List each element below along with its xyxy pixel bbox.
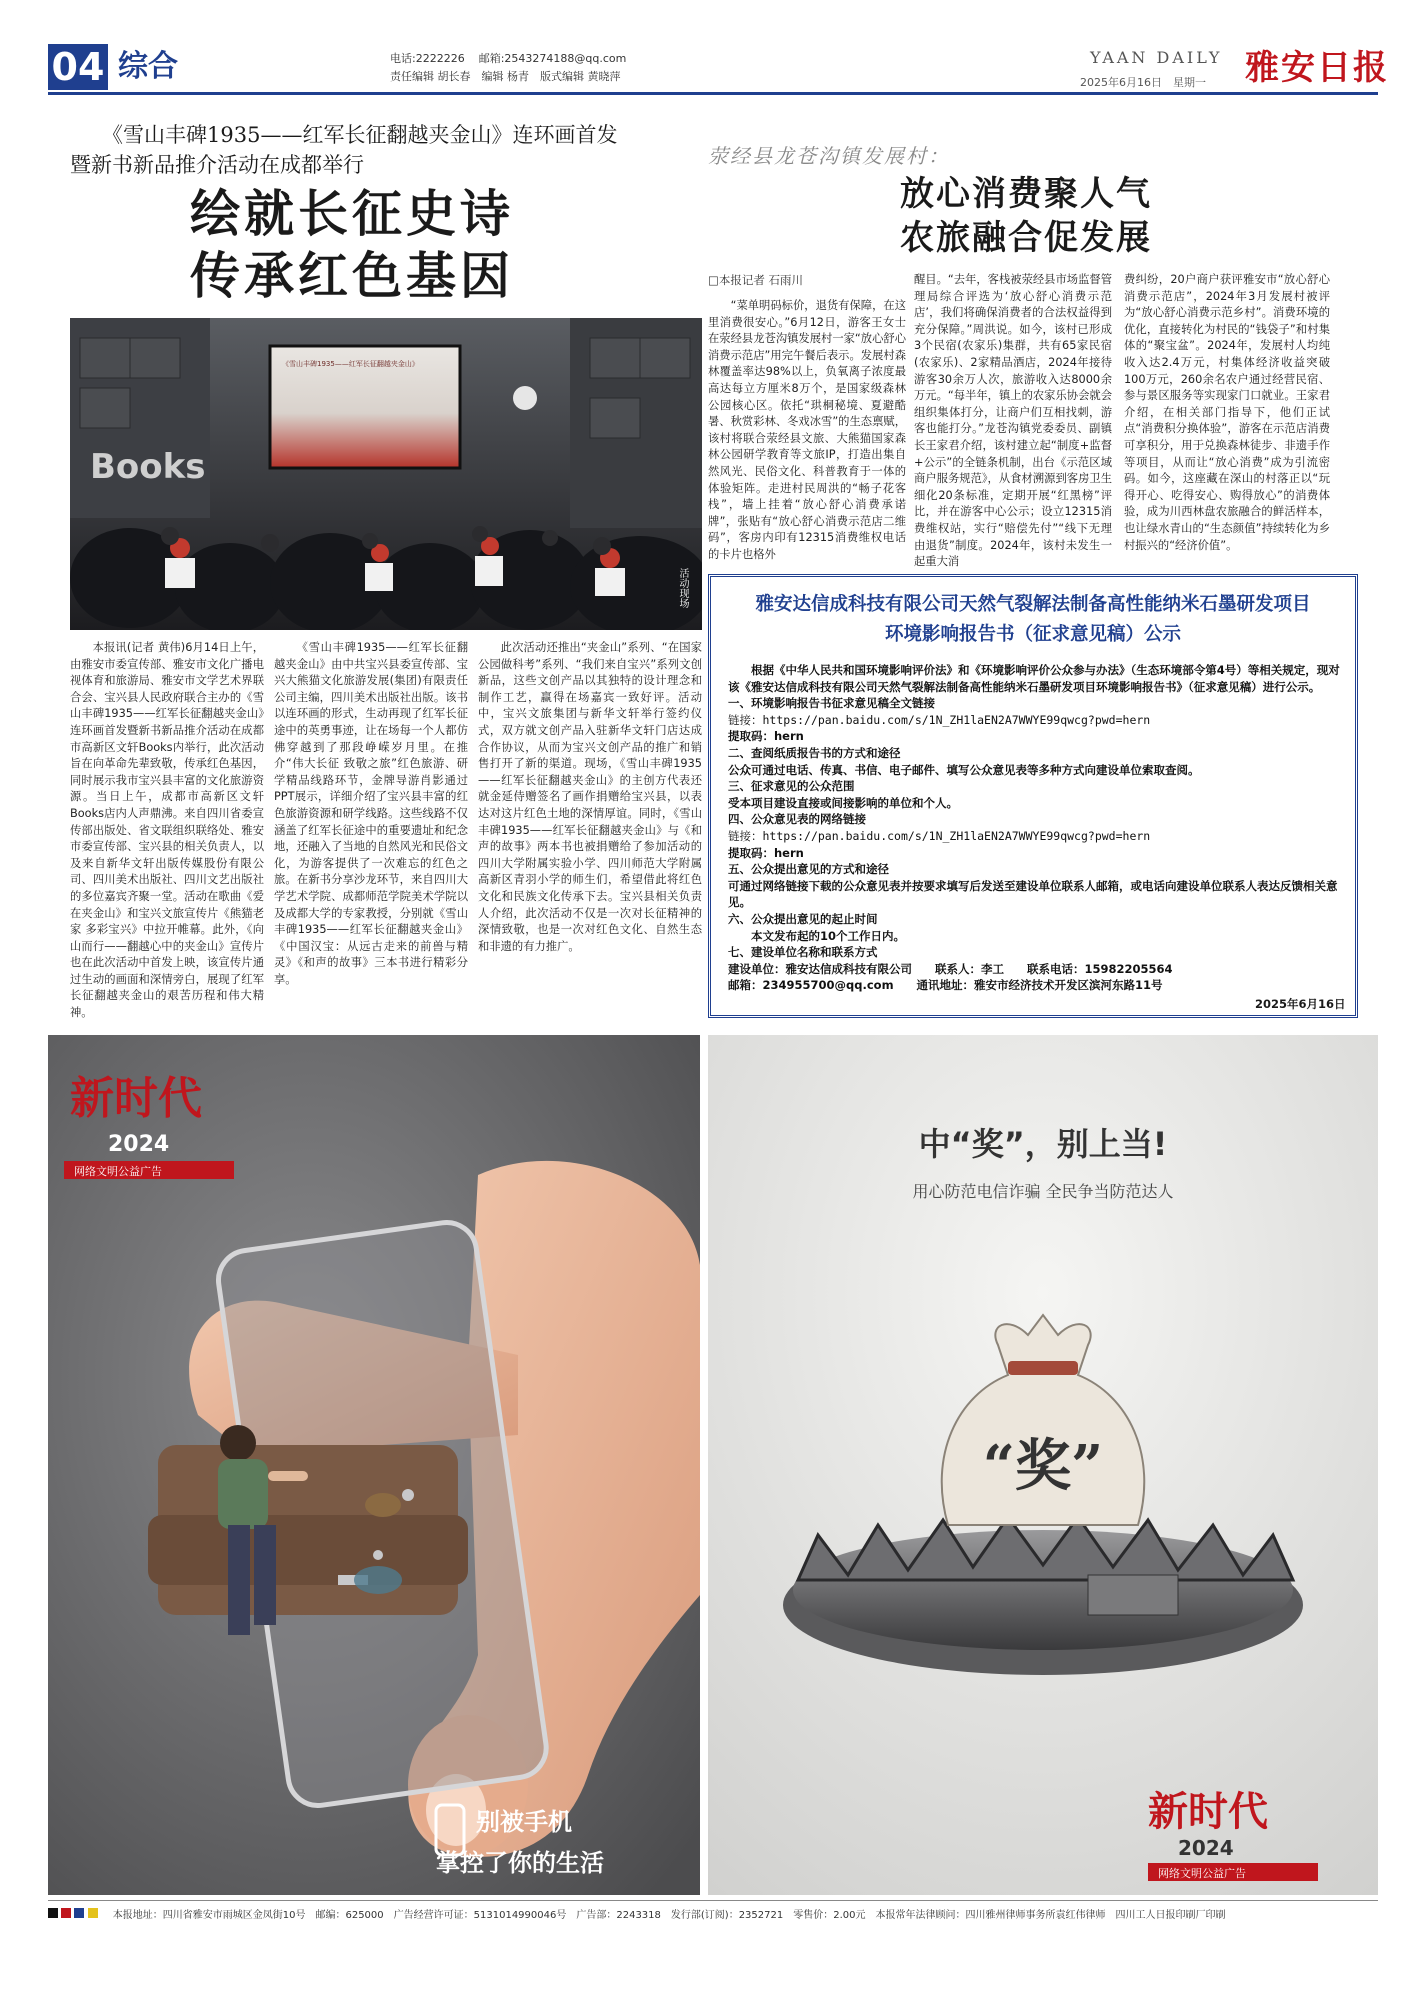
notice-body	[728, 662, 1343, 994]
notice-link[interactable]: 链接：https://pan.baidu.com/s/1N_ZH1laEN2A7WWYE99qwcg?pwd=hern	[728, 712, 1151, 727]
page-footer	[48, 1904, 1378, 1928]
footer-text: 本报地址：四川省雅安市雨城区金凤街10号 邮编：625000 广告经营许可证：5131014990046号 广告部：2243318 发行部(订阅)：2352721 零售价：2.00元 本报常年法律顾问：四川雅州律师事务所袁红伟律师 四川工人日报印刷厂印刷	[112, 1910, 1226, 1921]
notice-contact: 建设单位：雅安达信成科技有限公司 联系人：李工 联系电话：15982205564	[728, 961, 1173, 976]
notice-text: 可通过网络链接下载的公众意见表并按要求填写后发送至建设单位联系人邮箱，或电话向建设单位联系人表达反馈相关意见。	[728, 878, 1338, 910]
footer-rule	[48, 1900, 1378, 1901]
ad-headline: 中“奖”，别上当!	[918, 1125, 1168, 1163]
notice-section-heading: 五、公众提出意见的方式和途径	[728, 862, 889, 877]
svg-text:Books: Books	[90, 447, 206, 487]
event-photo	[70, 318, 702, 630]
slogan-line-1: 别被手机	[476, 1808, 572, 1836]
article-headline	[900, 172, 1260, 260]
article-paragraph: “菜单明码标价，退货有保障，在这里消费很安心。”6月12日，游客王女士在荥经县龙苍沟镇发展村一家“放心舒心消费示范店”用完午餐后表示。发展村森林覆盖率达98%以上，负氧离子浓度最高达每立方厘米8万个，是国家级森林公园核心区。依托“珙桐秘境、夏避酷暑、秋赏彩林、冬戏冰雪”的生态禀赋，该村将联合荥经县文旅、大熊猫国家森林公园研学教育等文旅IP，打造出集自然风光、民俗文化、科普教育于一体的体验矩阵。走进村民周洪的“畅子花客栈”，墙上挂着“放心舒心消费承诺牌”，张贴有“放心舒心消费示范店二维码”，客房内印有12315消费维权电话的卡片也格外	[708, 299, 906, 561]
notice-address: 邮箱：234955700@qq.com 通讯地址：雅安市经济技术开发区滨河东路11号	[728, 978, 1163, 993]
screen-text: 《雪山丰碑1935——红军长征翻越夹金山》	[282, 360, 419, 368]
headline-line-2: 农旅融合促发展	[900, 218, 1152, 258]
headline-line-2: 传承红色基因	[190, 246, 514, 305]
notice-section-heading: 一、环境影响报告书征求意见稿全文链接	[728, 696, 935, 711]
article-column-2	[914, 272, 1112, 571]
notice-section-heading: 七、建设单位名称和联系方式	[728, 945, 878, 960]
notice-title-line-2: 环境影响报告书（征求意见稿）公示	[884, 624, 1181, 645]
pretitle-line-2: 暨新书新品推介活动在成都举行	[70, 153, 364, 177]
registration-mark	[74, 1908, 84, 1918]
email-text: 邮箱:2543274188@qq.com	[478, 52, 627, 65]
bag-label: “奖”	[982, 1433, 1104, 1499]
notice-text: 公众可通过电话、传真、书信、电子邮件、填写公众意见表等多种方式向建设单位索取查阅。	[728, 762, 1200, 777]
badge-year: 2024	[1178, 1836, 1234, 1860]
article-column-3	[478, 640, 702, 955]
badge-subtitle: 网络文明公益广告	[1158, 1867, 1246, 1880]
masthead-info	[390, 50, 640, 86]
article-paragraph: 此次活动还推出“夹金山”系列、“在国家公园做科考”系列、“我们来自宝兴”系列文创新品，这些文创产品以其独特的设计理念和制作工艺，赢得在场嘉宾一致好评。活动中，宝兴文旅集团与新华文轩举行签约仪式，双方就文创产品入驻新华文轩门店达成合作协议，从而为宝兴文创产品的推广和销售打开了新的渠道。现场，《雪山丰碑1935——红军长征翻越夹金山》的主创方代表还就金延侍赠签名了画作捐赠给宝兴县，以表达对这片红色土地的深情厚谊。同时，《雪山丰碑1935——红军长征翻越夹金山》与《和声的故事》两本书也被捐赠给了参加活动的四川大学附属实验小学、四川师范大学附属高新区青羽小学的师生们，希望借此将红色文化和民族文化传承下去。宝兴县相关负责人介绍，此次活动不仅是一次对长征精神的深情致敬，也是一次对红色文化、自然生态和非遗的有力推广。	[478, 641, 702, 953]
notice-title-line-1: 雅安达信成科技有限公司天然气裂解法制备高性能纳米石墨研发项目	[755, 594, 1311, 615]
pretitle-line-1: 《雪山丰碑1935——红军长征翻越夹金山》连环画首发	[102, 123, 618, 147]
badge-title: 新时代	[1148, 1788, 1268, 1835]
article-paragraph: 《雪山丰碑1935——红军长征翻越夹金山》由中共宝兴县委宣传部、宝兴大熊猫文化旅游发展(集团)有限责任公司主编，四川美术出版社出版。该书以连环画的形式，生动再现了红军长征途中的英勇事迹，让在场每一个人都仿佛穿越到了那段峥嵘岁月里。在推介“伟大长征 致敬之旅”红色旅游、研学精品线路环节，金牌导游肖影通过PPT展示，详细介绍了宝兴县丰富的红色旅游资源和研学线路。这些线路不仅涵盖了红军长征途中的重要遗址和纪念地，还融入了当地的自然风光和民俗文化，为游客提供了一次难忘的红色之旅。在新书分享沙龙环节，来自四川大学艺术学院、成都师范学院美术学院以及成都大学的专家教授，分别就《雪山丰碑1935——红军长征翻越夹金山》《中国汉宝：从远古走来的前兽与精灵》《和声的故事》三本书进行精彩分享。	[274, 641, 468, 986]
phone-text: 电话:2222226	[390, 52, 465, 65]
article-paragraph: 醒目。“去年，客栈被荥经县市场监督管理局综合评选为‘放心舒心消费示范店’，我们将确保消费者的合法权益得到充分保障。”周洪说。如今，该村已形成3个民宿(农家乐)集群，共有65家民宿(农家乐)、2家精品酒店，2024年接待游客30余万人次，旅游收入达8000余万元。“每半年，镇上的农家乐协会就会组织集体打分，让商户们互相找刺，游客也能打分。”龙苍沟镇党委委员、副镇长王家君介绍，该村建立起“制度+监督+公示”的全链条机制，出台《示范区域商户服务规范》，从食材溯源到客房卫生细化20条标准，定期开展“红黑榜”评比，并在游客中心公示；设立12315消费维权站，实行“赔偿先付”“线下无理由退货”制度。2024年，该村未发生一起重大消	[914, 273, 1112, 569]
paper-logo: 雅安日报	[1245, 48, 1389, 88]
notice-section-heading: 六、公众提出意见的起止时间	[728, 911, 878, 926]
article-byline: □本报记者 石雨川	[708, 273, 804, 287]
notice-title	[718, 590, 1348, 650]
event-photo-illustration	[70, 318, 702, 630]
article-pretitle	[70, 120, 710, 180]
notice-text: 受本项目建设直接或间接影响的单位和个人。	[728, 795, 958, 810]
notice-intro: 根据《中华人民共和国环境影响评价法》和《环境影响评价公众参与办法》（生态环境部令第4号）等相关规定，现对该《雅安达信成科技有限公司天然气裂解法制备高性能纳米石墨研发项目环境影响报告书》（征求意见稿）进行公示。	[728, 663, 1340, 694]
phone-ad-illustration	[48, 1035, 700, 1895]
headline-line-1: 绘就长征史诗	[190, 184, 514, 243]
badge-title: 新时代	[70, 1073, 202, 1124]
badge-year: 2024	[108, 1132, 170, 1157]
public-service-ad-phone	[48, 1035, 700, 1895]
slogan-line-2: 掌控了你的生活	[436, 1849, 604, 1877]
section-title: 综合	[118, 49, 178, 84]
editor-line: 责任编辑 胡长春 编辑 杨青 版式编辑 黄晓萍	[390, 70, 621, 83]
headline-line-1: 放心消费聚人气	[900, 174, 1152, 214]
article-column-1	[708, 298, 906, 564]
registration-mark	[61, 1908, 71, 1918]
masthead-rule	[48, 92, 1378, 95]
article-column-2	[274, 640, 468, 988]
paper-name-en: YAAN DAILY	[1090, 48, 1223, 67]
notice-code: 提取码：hern	[728, 845, 804, 860]
ad-subline: 用心防范电信诈骗 全民争当防范达人	[912, 1182, 1174, 1201]
notice-section-heading: 二、查阅纸质报告书的方式和途径	[728, 745, 901, 760]
notice-link[interactable]: 链接：https://pan.baidu.com/s/1N_ZH1laEN2A7WWYE99qwcg?pwd=hern	[728, 828, 1151, 843]
publish-date: 2025年6月16日 星期一	[1080, 76, 1206, 89]
article-column-3	[1124, 272, 1330, 554]
registration-mark	[88, 1908, 98, 1918]
photo-caption: 活动现场	[677, 568, 688, 608]
article-paragraph: 本报讯(记者 黄伟)6月14日上午，由雅安市委宣传部、雅安市文化广播电视体育和旅游局、雅安市文学艺术界联合会、宝兴县人民政府联合主办的《雪山丰碑1935——红军长征翻越夹金山》连环画首发暨新书新品推介活动在成都市高新区文轩Books内举行，此次活动旨在向革命先辈致敬，传承红色基因，同时展示我市宝兴县丰富的文化旅游资源。当日上午，成都市高新区文轩Books店内人声鼎沸。来自四川省委宣传部出版处、省文联组织联络处、雅安市委宣传部、宝兴县的相关负责人，以及来自新华文轩出版传媒股份有限公司、四川美术出版社、四川文艺出版社的多位嘉宾齐聚一堂。活动在歌曲《爱在夹金山》和宝兴文旅宣传片《熊猫老家 多彩宝兴》中拉开帷幕。此外，《向山而行——翻越心中的夹金山》宣传片也在此次活动中首发上映，该宣传片通过生动的画面和深情旁白，展现了红军长征翻越夹金山的艰苦历程和伟大精神。	[70, 641, 264, 1020]
notice-section-heading: 四、公众意见表的网络链接	[728, 812, 866, 827]
badge-subtitle: 网络文明公益广告	[74, 1165, 162, 1178]
notice-code: 提取码：hern	[728, 729, 804, 744]
notice-text: 本文发布起的10个工作日内。	[751, 928, 906, 943]
notice-date: 2025年6月16日	[1255, 997, 1346, 1011]
article-headline	[190, 183, 610, 307]
article-column-1	[70, 640, 264, 1022]
article-paragraph: 费纠纷，20户商户获评雅安市“放心舒心消费示范店”，2024年3月发展村被评为“放心舒心消费示范乡村”。消费环境的优化，直接转化为村民的“钱袋子”和村集体的“聚宝盆”。2024年，发展村人均纯收入达2.4万元，村集体经济收益突破100万元，260余名农户通过经营民宿、参与景区服务等实现家门口就业。王家君介绍，在相关部门指导下，他们正试点“消费积分换体验”，游客在示范店消费可享积分，用于兑换森林徒步、非遗手作等项目，从而让“放心消费”成为引流密码。如今，这座藏在深山的村落正以“玩得开心、吃得安心、购得放心”的消费体验，成为川西林盘农旅融合的鲜活样本，也让绿水青山的“生态颜值”持续转化为乡村振兴的“经济价值”。	[1124, 273, 1330, 552]
notice-section-heading: 三、征求意见的公众范围	[728, 779, 855, 794]
page-number: 04	[48, 44, 108, 90]
public-service-ad-fraud	[708, 1035, 1378, 1895]
registration-mark	[48, 1908, 58, 1918]
fraud-ad-illustration	[708, 1035, 1378, 1895]
article-pretitle: 荥经县龙苍沟镇发展村：	[708, 144, 950, 168]
